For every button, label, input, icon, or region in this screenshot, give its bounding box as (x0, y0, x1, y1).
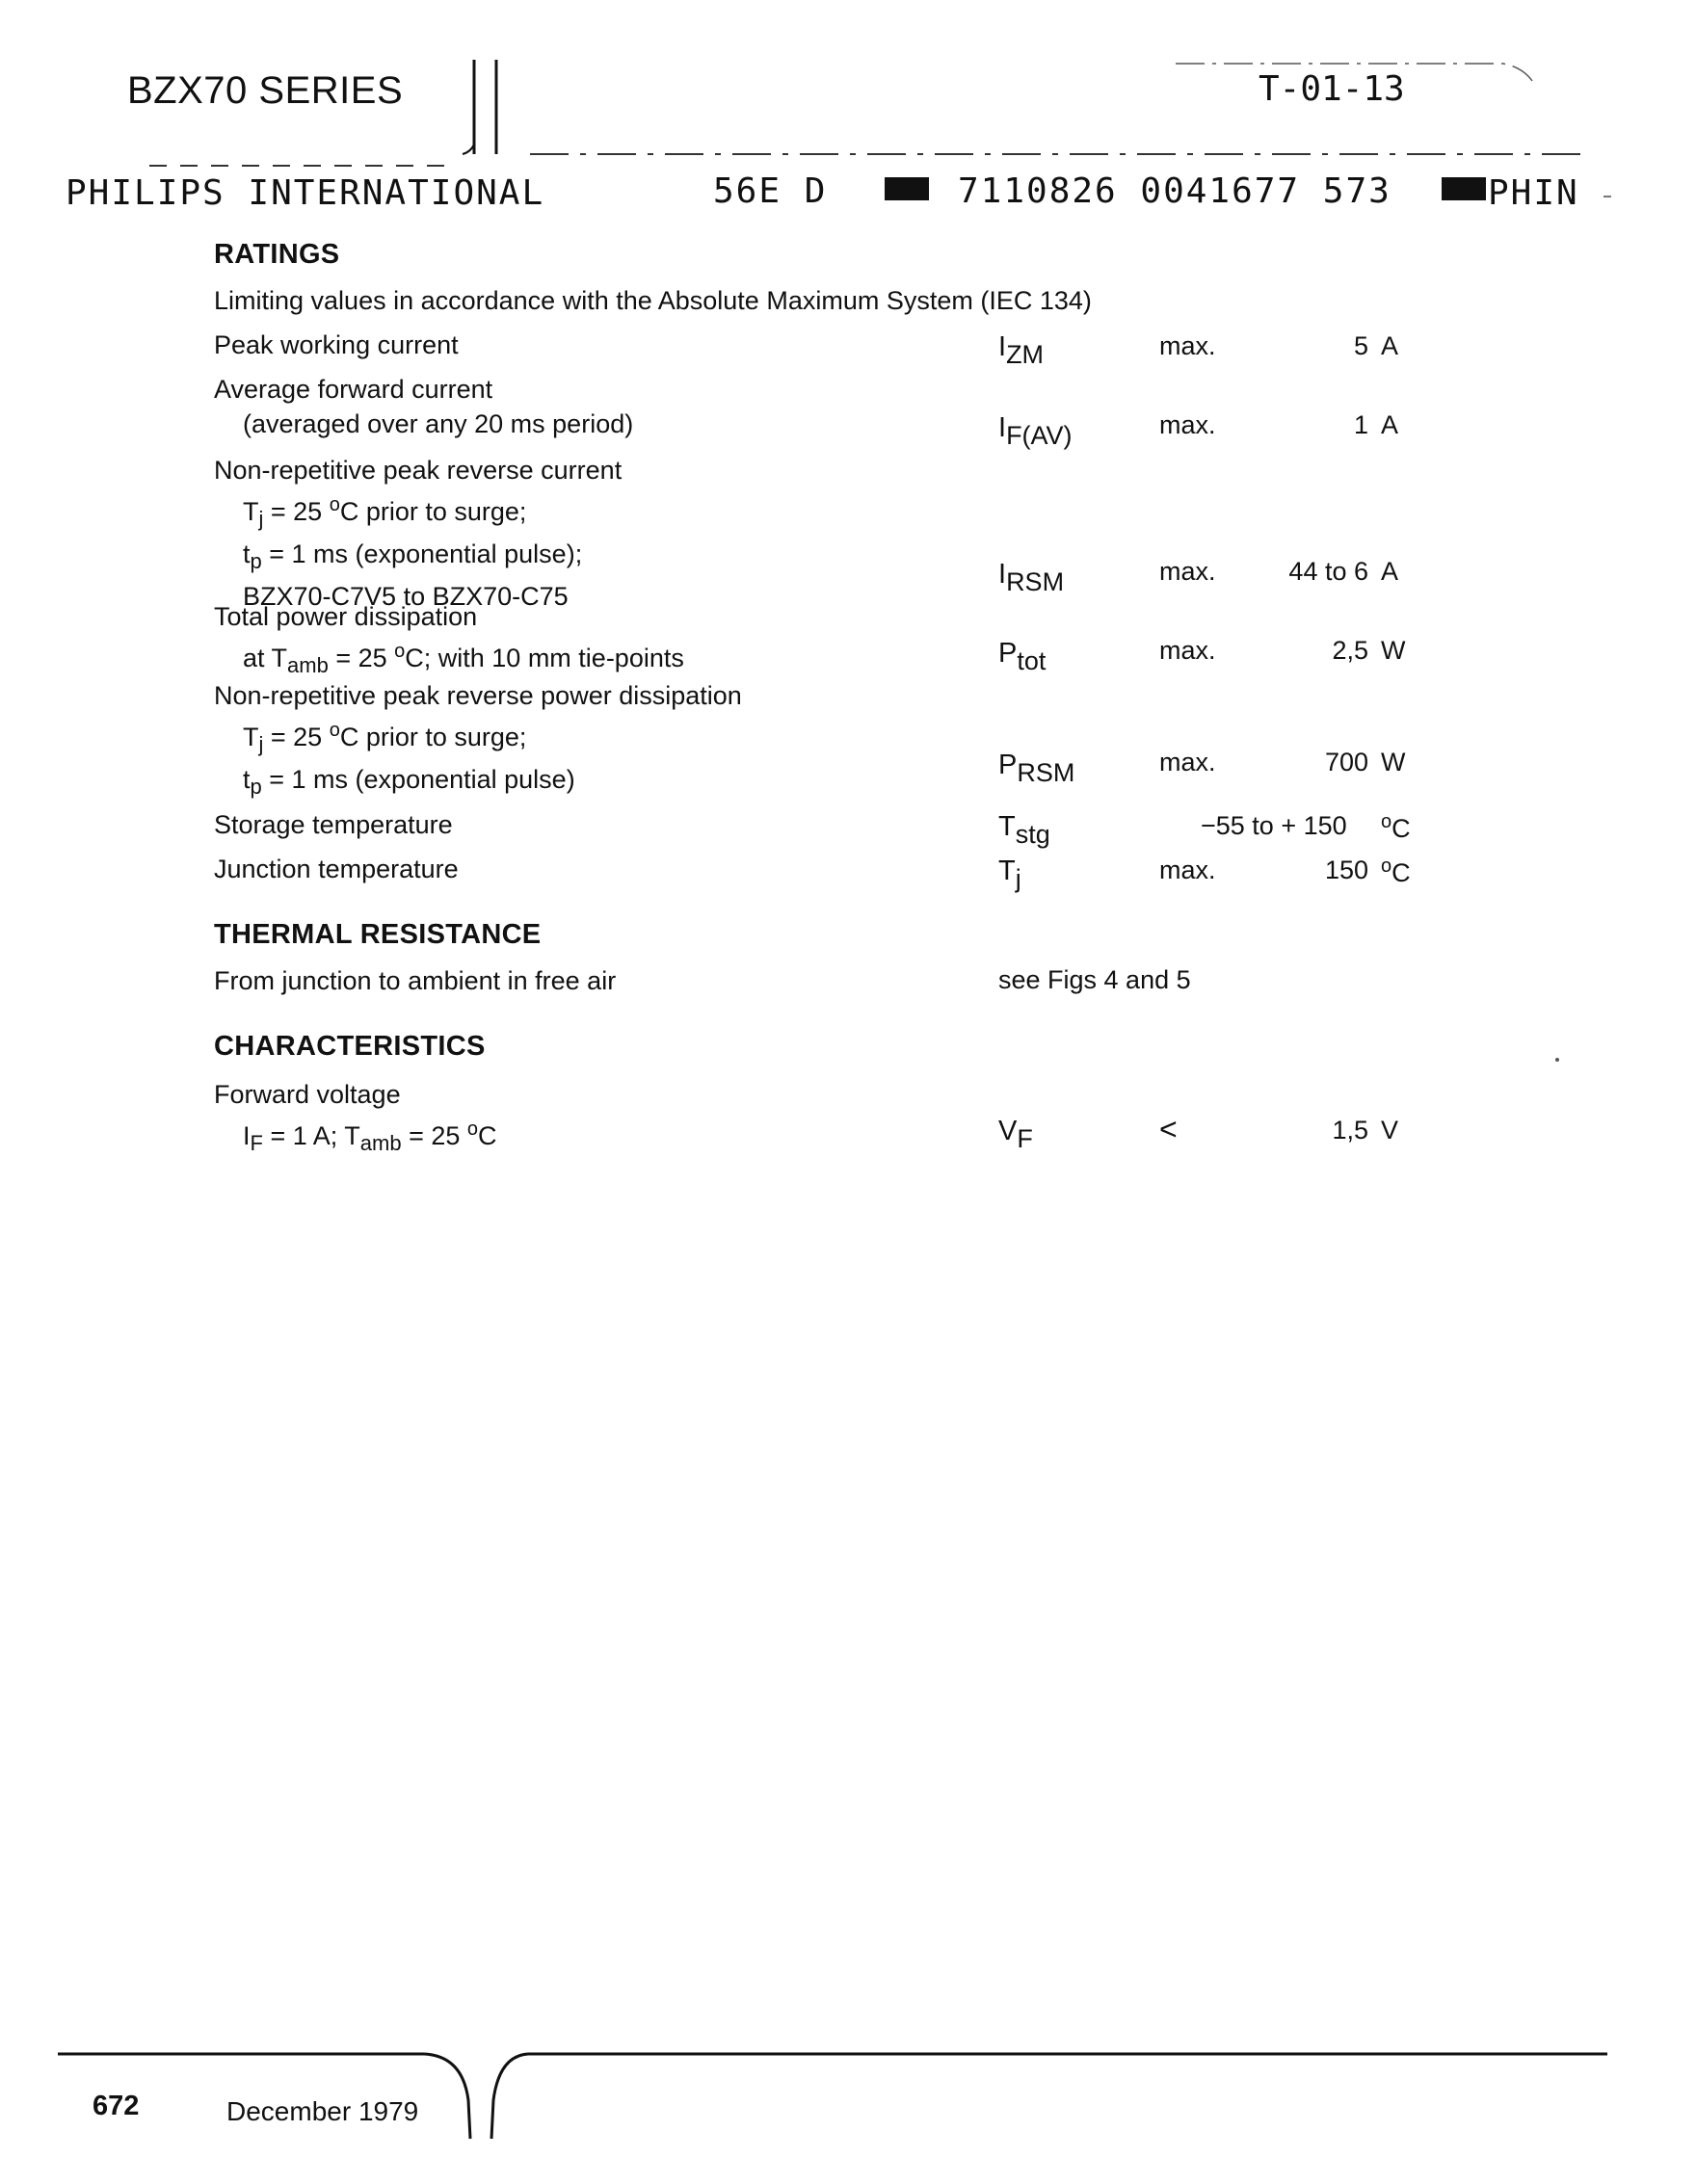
peak-working-value: 5 (1353, 331, 1368, 360)
avg-forward-value: 1 (1353, 410, 1368, 439)
nonrep-power-unit: W (1381, 748, 1406, 776)
peak-working-symbol: $I_{ZM}$ (998, 331, 1045, 369)
total-power-unit: W (1381, 636, 1406, 665)
thermal-heading: THERMAL RESISTANCE (214, 919, 542, 950)
junction-temp-symbol: $T_j$ (998, 855, 1021, 893)
nonrep-power-label: Non-repetitive peak reverse power dissipation $T_j = 25$ $^o$C prior to surge; $t_p = 1$ ms (exponential pulse) (214, 681, 742, 799)
nonrep-power-value: 700 (1324, 748, 1368, 776)
header-code-a: 56E D (713, 171, 828, 211)
thermal-value: see Figs 4 and 5 (998, 965, 1191, 994)
storage-temp-unit: $^o$C (1381, 811, 1411, 843)
storage-temp-label: Storage temperature (214, 810, 453, 839)
avg-forward-label: Average forward current (averaged over any 20 ms period) (214, 375, 634, 438)
characteristics-heading: CHARACTERISTICS (214, 1031, 486, 1062)
ratings-heading: RATINGS (214, 239, 340, 270)
company-name: PHILIPS INTERNATIONAL (66, 173, 545, 213)
forward-voltage-symbol: $V_F$ (998, 1116, 1033, 1153)
ratings-intro: Limiting values in accordance with the Absolute Maximum System (IEC 134) (214, 286, 1092, 315)
storage-temp-symbol: $T_{stg}$ (998, 811, 1050, 849)
nonrep-current-unit: A (1381, 557, 1399, 586)
total-power-symbol: $P_{tot}$ (998, 638, 1047, 675)
total-power-value: 2,5 (1332, 636, 1368, 665)
nonrep-current-value: 44 to 6 (1288, 557, 1368, 586)
header-code-b: 7110826 0041677 573 (958, 171, 1391, 211)
nonrep-current-label: Non-repetitive peak reverse current $T_j = 25$ $^o$C prior to surge; $t_p = 1$ ms (exponential pulse); BZX70-C7V5 to BZX70-C75 (214, 456, 623, 611)
nonrep-power-qualifier: max. (1159, 748, 1216, 776)
peak-working-label: Peak working current (214, 330, 459, 359)
publication-date: December 1979 (226, 2096, 419, 2126)
document-reference: T-01-13 (1259, 69, 1405, 109)
junction-temp-label: Junction temperature (214, 855, 459, 883)
series-title: BZX70 SERIES (127, 69, 404, 112)
nonrep-current-qualifier: max. (1159, 557, 1216, 586)
storage-temp-range: −55 to + 150 (1201, 811, 1347, 840)
junction-temp-value: 150 (1324, 855, 1368, 884)
black-bar-mark (1442, 177, 1486, 200)
junction-temp-unit: $^o$C (1381, 855, 1411, 887)
thermal-label: From junction to ambient in free air (214, 966, 617, 995)
page-number: 672 (93, 2091, 140, 2121)
forward-voltage-unit: V (1381, 1116, 1399, 1145)
avg-forward-unit: A (1381, 410, 1399, 439)
black-bar-mark (885, 177, 929, 200)
peak-working-qualifier: max. (1159, 331, 1216, 360)
avg-forward-qualifier: max. (1159, 410, 1216, 439)
avg-forward-symbol: $I_{F(AV)}$ (998, 412, 1073, 450)
total-power-label: Total power dissipation at $T_{amb} = 25$ $^o$C; with 10 mm tie-points (214, 602, 684, 677)
junction-temp-qualifier: max. (1159, 855, 1216, 884)
header-code-c: PHIN (1488, 173, 1579, 213)
nonrep-current-symbol: $I_{RSM}$ (998, 559, 1065, 596)
nonrep-power-symbol: $P_{RSM}$ (998, 750, 1075, 787)
forward-voltage-qualifier: < (1159, 1112, 1178, 1146)
total-power-qualifier: max. (1159, 636, 1216, 665)
peak-working-unit: A (1381, 331, 1399, 360)
forward-voltage-label: Forward voltage $I_F = 1$ A; $T_{amb} = 25$ $^o$C (214, 1080, 497, 1155)
forward-voltage-value: 1,5 (1332, 1116, 1368, 1145)
